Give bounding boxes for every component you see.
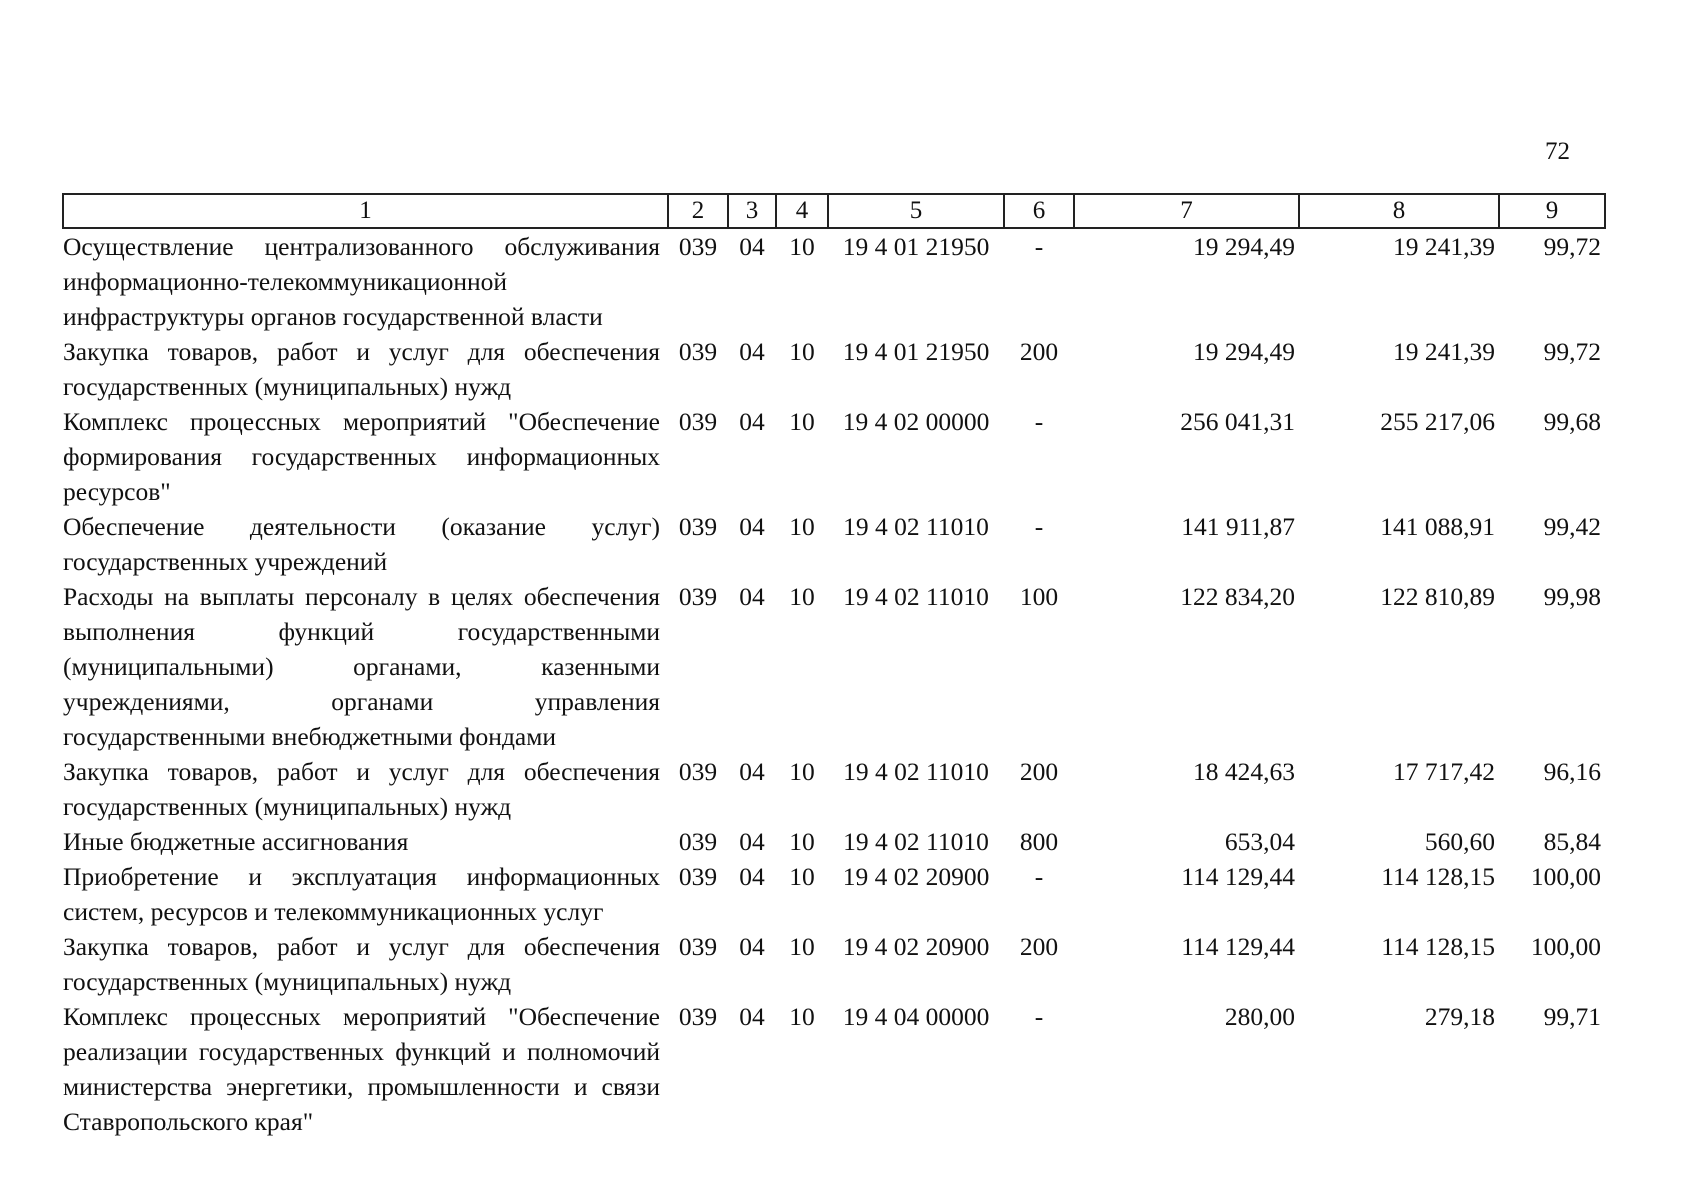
table-row [63,754,1605,824]
row-col-7: 19 294,49 [1193,337,1295,366]
row-name: Обеспечение деятельности (оказание услуг) государственных учреждений [63,512,660,576]
row-col-7: 141 911,87 [1181,512,1295,541]
row-col-2: 039 [678,757,718,786]
row-name: Расходы на выплаты персоналу в целях обеспечения выполнения функций государственными (муниципальными) органами, казенными учреждениями, органами управления государственными внебюджетными фондами [63,582,660,751]
row-col-4: 10 [789,932,815,961]
row-col-2: 039 [678,1002,718,1031]
header-col-9: 9 [1499,194,1605,228]
header-col-2: 2 [668,194,728,228]
row-col-3: 04 [739,757,765,786]
row-col-3: 04 [739,582,765,611]
row-col-2: 039 [678,232,718,261]
row-col-8: 141 088,91 [1380,512,1495,541]
row-col-9: 85,84 [1543,827,1601,856]
table-row [63,579,1605,754]
row-name: Закупка товаров, работ и услуг для обеспечения государственных (муниципальных) нужд [63,757,660,821]
table-row [63,929,1605,999]
header-row [63,194,1605,228]
row-name: Закупка товаров, работ и услуг для обеспечения государственных (муниципальных) нужд [63,932,660,996]
row-col-2: 039 [678,827,718,856]
row-col-6: - [1034,1002,1044,1031]
row-col-7: 256 041,31 [1180,407,1295,436]
table-row [63,404,1605,509]
table-row [63,859,1605,929]
header-col-8: 8 [1299,194,1499,228]
row-col-4: 10 [789,232,815,261]
row-col-7: 18 424,63 [1193,757,1295,786]
table-row [63,999,1605,1139]
row-col-2: 039 [678,337,718,366]
row-col-9: 99,72 [1543,232,1601,261]
row-col-5: 19 4 01 21950 [842,232,990,261]
row-col-6: 100 [1019,582,1059,611]
row-col-8: 114 128,15 [1381,932,1495,961]
row-col-4: 10 [789,827,815,856]
row-col-5: 19 4 02 11010 [843,827,989,856]
row-col-4: 10 [789,582,815,611]
table-row [63,334,1605,404]
row-col-4: 10 [789,1002,815,1031]
row-name: Иные бюджетные ассигнования [63,827,409,856]
row-col-8: 114 128,15 [1381,862,1495,891]
header-col-1: 1 [63,194,668,228]
row-col-8: 560,60 [1424,827,1495,856]
row-name: Осуществление централизованного обслуживания информационно-телекоммуникационной инфраструктуры органов государственной власти [63,232,660,331]
table-row [63,228,1605,334]
row-col-8: 19 241,39 [1393,232,1495,261]
row-col-3: 04 [739,1002,765,1031]
header-col-3: 3 [728,194,776,228]
row-col-6: - [1034,862,1044,891]
row-col-3: 04 [739,932,765,961]
row-col-2: 039 [678,932,718,961]
row-col-2: 039 [678,582,718,611]
row-col-9: 100,00 [1530,862,1601,891]
row-col-7: 114 129,44 [1181,862,1295,891]
row-col-4: 10 [789,337,815,366]
row-col-3: 04 [739,862,765,891]
row-col-8: 255 217,06 [1380,407,1495,436]
row-col-5: 19 4 02 20900 [842,932,990,961]
row-col-5: 19 4 02 11010 [843,512,989,541]
row-name: Комплекс процессных мероприятий "Обеспечение формирования государственных информационных ресурсов" [63,407,660,506]
row-col-6: 200 [1019,337,1059,366]
row-col-7: 280,00 [1224,1002,1295,1031]
row-col-7: 122 834,20 [1180,582,1295,611]
row-col-3: 04 [739,827,765,856]
row-col-8: 122 810,89 [1380,582,1495,611]
row-col-7: 19 294,49 [1193,232,1295,261]
row-col-2: 039 [678,862,718,891]
row-col-5: 19 4 02 00000 [842,407,990,436]
row-col-4: 10 [789,512,815,541]
row-col-6: - [1034,232,1044,261]
header-col-4: 4 [776,194,828,228]
row-col-6: 200 [1019,932,1059,961]
page-number: 72 [1545,138,1570,165]
row-col-8: 17 717,42 [1393,757,1495,786]
row-col-9: 99,98 [1543,582,1601,611]
row-col-9: 99,42 [1543,512,1601,541]
row-col-9: 100,00 [1530,932,1601,961]
row-col-8: 19 241,39 [1393,337,1495,366]
row-col-3: 04 [739,232,765,261]
row-col-7: 114 129,44 [1181,932,1295,961]
row-col-6: 200 [1019,757,1059,786]
header-col-7: 7 [1074,194,1299,228]
header-col-5: 5 [828,194,1004,228]
row-col-2: 039 [678,407,718,436]
row-col-8: 279,18 [1424,1002,1495,1031]
row-col-3: 04 [739,337,765,366]
header-col-6: 6 [1004,194,1074,228]
row-col-3: 04 [739,512,765,541]
row-col-9: 99,71 [1543,1002,1601,1031]
row-col-7: 653,04 [1224,827,1295,856]
row-col-6: 800 [1019,827,1059,856]
row-col-2: 039 [678,512,718,541]
row-col-6: - [1034,512,1044,541]
table-row [63,509,1605,579]
row-col-5: 19 4 02 11010 [843,757,989,786]
row-col-5: 19 4 02 11010 [843,582,989,611]
row-col-4: 10 [789,862,815,891]
budget-table [62,193,1606,1139]
row-col-5: 19 4 02 20900 [842,862,990,891]
row-col-9: 99,68 [1543,407,1601,436]
row-name: Приобретение и эксплуатация информационных систем, ресурсов и телекоммуникационных услуг [63,862,660,926]
row-col-5: 19 4 04 00000 [842,1002,990,1031]
table-row [63,824,1605,859]
row-col-5: 19 4 01 21950 [842,337,990,366]
row-col-9: 99,72 [1543,337,1601,366]
row-col-4: 10 [789,407,815,436]
row-col-3: 04 [739,407,765,436]
row-col-4: 10 [789,757,815,786]
row-name: Закупка товаров, работ и услуг для обеспечения государственных (муниципальных) нужд [63,337,660,401]
row-name: Комплекс процессных мероприятий "Обеспечение реализации государственных функций и полномочий министерства энергетики, промышленности и связи Ставропольского края" [63,1002,660,1136]
row-col-9: 96,16 [1543,757,1601,786]
row-col-6: - [1034,407,1044,436]
